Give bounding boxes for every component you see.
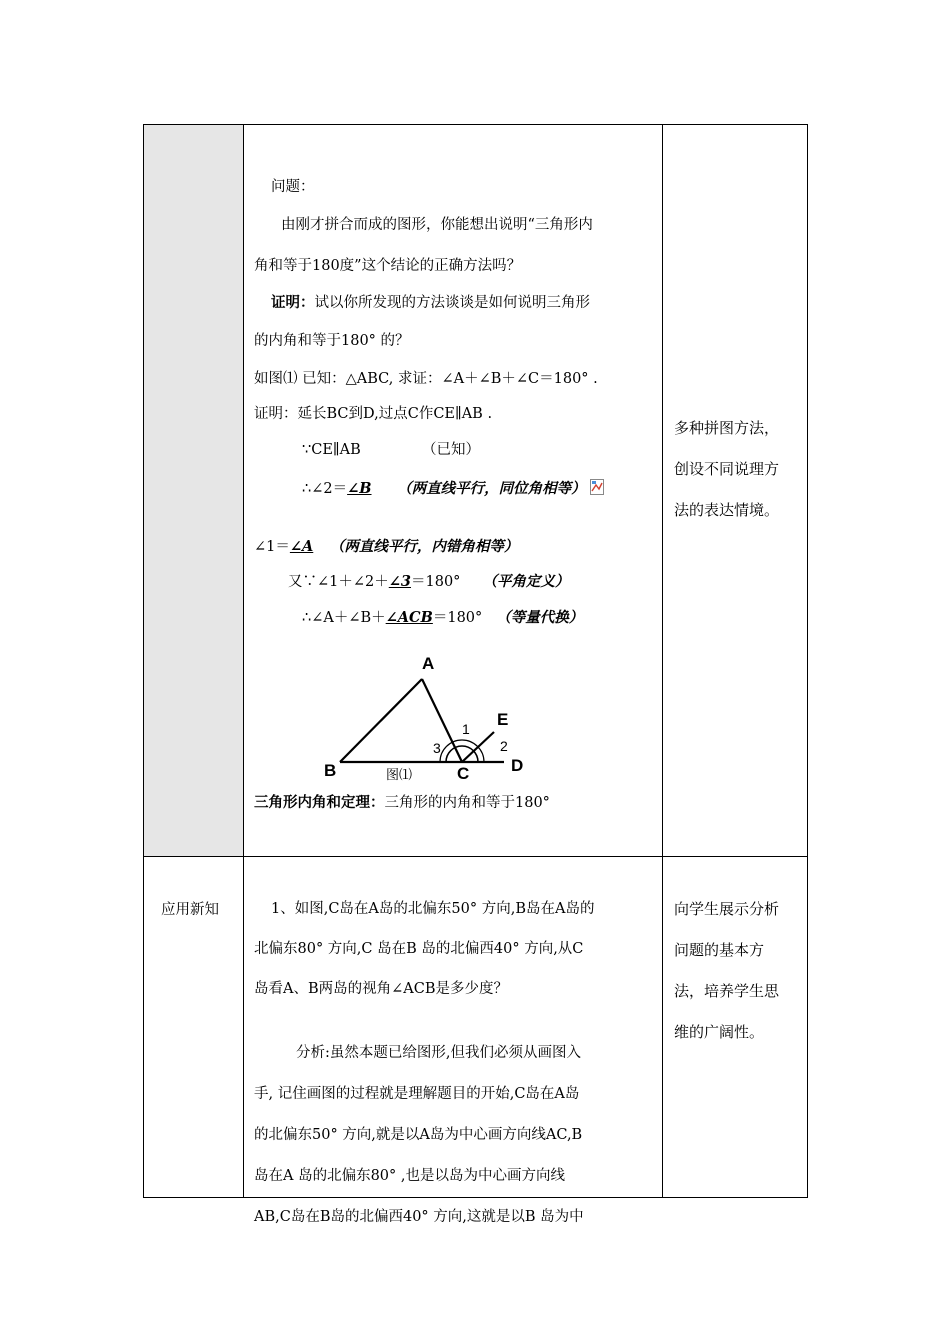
section-cell-application [144,857,244,1198]
analysis-line: 分析:虽然本题已给图形,但我们必须从画图入 [296,1045,581,1061]
section-cell-empty [144,125,244,857]
problem-line: 1、如图,C岛在A岛的北偏东50° 方向,B岛在A岛的 [271,901,595,917]
question-label: 问题： [271,179,315,195]
step2-reason: （两直线平行，同位角相等） [397,480,586,497]
figure-label-2: 2 [500,738,508,754]
side-note-line: 法的表达情境。 [674,501,780,519]
problem-line: 岛看A、B两岛的视角∠ACB是多少度？ [254,981,508,997]
theorem-line [254,793,550,813]
figure-label-E: E [497,710,509,729]
step3-reason: （两直线平行，内错角相等） [329,538,519,555]
given-line: 如图⑴ 已知：△ABC, 求证：∠A＋∠B＋∠C＝180° . [254,371,598,387]
step5-reason: （等量代换） [496,609,584,626]
table-row-proof [144,125,808,857]
theorem-text: 三角形的内角和等于180° [384,795,550,811]
figure-label-1: 1 [462,721,470,737]
note-cell-application [663,857,808,1198]
table-row-application [144,857,808,1198]
step4-prefix: 又∵∠1＋∠2＋ [288,574,389,590]
side-note-line: 多种拼图方法， [674,419,780,437]
segment-AB [340,679,422,762]
side-note-line: 问题的基本方 [674,941,765,959]
side-note-proof [674,408,799,531]
question-line-1: 由刚才拼合而成的图形，你能想出说明“三角形内 [281,217,593,233]
proof-line-1 [271,293,590,313]
figure-label-D: D [511,756,524,775]
step5-value: ∠ACB [385,609,433,626]
step5-line [302,608,583,628]
step5-prefix: ∴∠A＋∠B＋ [302,610,386,626]
step3-value: ∠A [289,538,314,555]
segment-AC [422,679,462,762]
step1-reason: （已知） [422,442,480,458]
step2-line [302,479,604,499]
lesson-table [143,124,808,1225]
figure-caption: 图⑴ [386,767,413,782]
lesson-plan-table [143,124,808,1225]
figure-label-C: C [457,764,470,783]
analysis-line: 手, 记住画图的过程就是理解题目的开始,C岛在A岛 [254,1086,580,1102]
step3-line [254,537,518,557]
analysis-line: 岛在A 岛的北偏东80° ,也是以岛为中心画方向线 [254,1168,565,1184]
step4-suffix: ＝180° [411,574,461,590]
step3-prefix: ∠1＝ [254,539,290,555]
side-note-line: 创设不同说理方 [674,460,780,478]
analysis-line: AB,C岛在B岛的北偏西40° 方向,这就是以B 岛为中 [254,1209,584,1225]
proof-label: 证明： [271,294,315,311]
section-label: 应用新知 [161,902,219,918]
step2-value: ∠B [347,480,372,497]
content-cell-proof [244,125,663,857]
content-cell-application [244,857,663,1225]
side-note-application [674,889,799,1053]
triangle-figure [314,649,534,785]
figure-label-A: A [422,654,435,673]
step4-value: ∠3 [388,573,411,590]
side-note-line: 法，培养学生思 [674,982,780,1000]
step1-statement: ∵CE∥AB [302,442,361,458]
proof-start-line: 证明：延长BC到D,过点C作CE∥AB . [254,406,493,422]
figure-label-B: B [324,761,337,780]
step2-prefix: ∴∠2＝ [302,481,348,497]
step4-line [288,572,569,592]
proof-line-1-text: 试以你所发现的方法谈谈是如何说明三角形 [314,295,590,311]
side-note-line: 维的广阔性。 [674,1023,765,1041]
proof-line-2: 的内角和等于180° 的？ [254,333,410,349]
side-note-line: 向学生展示分析 [674,900,780,918]
image-placeholder-icon [590,479,604,495]
theorem-label: 三角形内角和定理： [254,794,385,811]
note-cell-proof [663,125,808,857]
question-line-2: 角和等于180度”这个结论的正确方法吗？ [254,258,522,274]
analysis-line: 的北偏东50° 方向,就是以A岛为中心画方向线AC,B [254,1127,583,1143]
problem-line: 北偏东80° 方向,C 岛在B 岛的北偏西40° 方向,从C [254,941,584,957]
figure-label-3: 3 [433,740,441,756]
step5-suffix: ＝180° [432,610,483,626]
step4-reason: （平角定义） [482,573,570,590]
